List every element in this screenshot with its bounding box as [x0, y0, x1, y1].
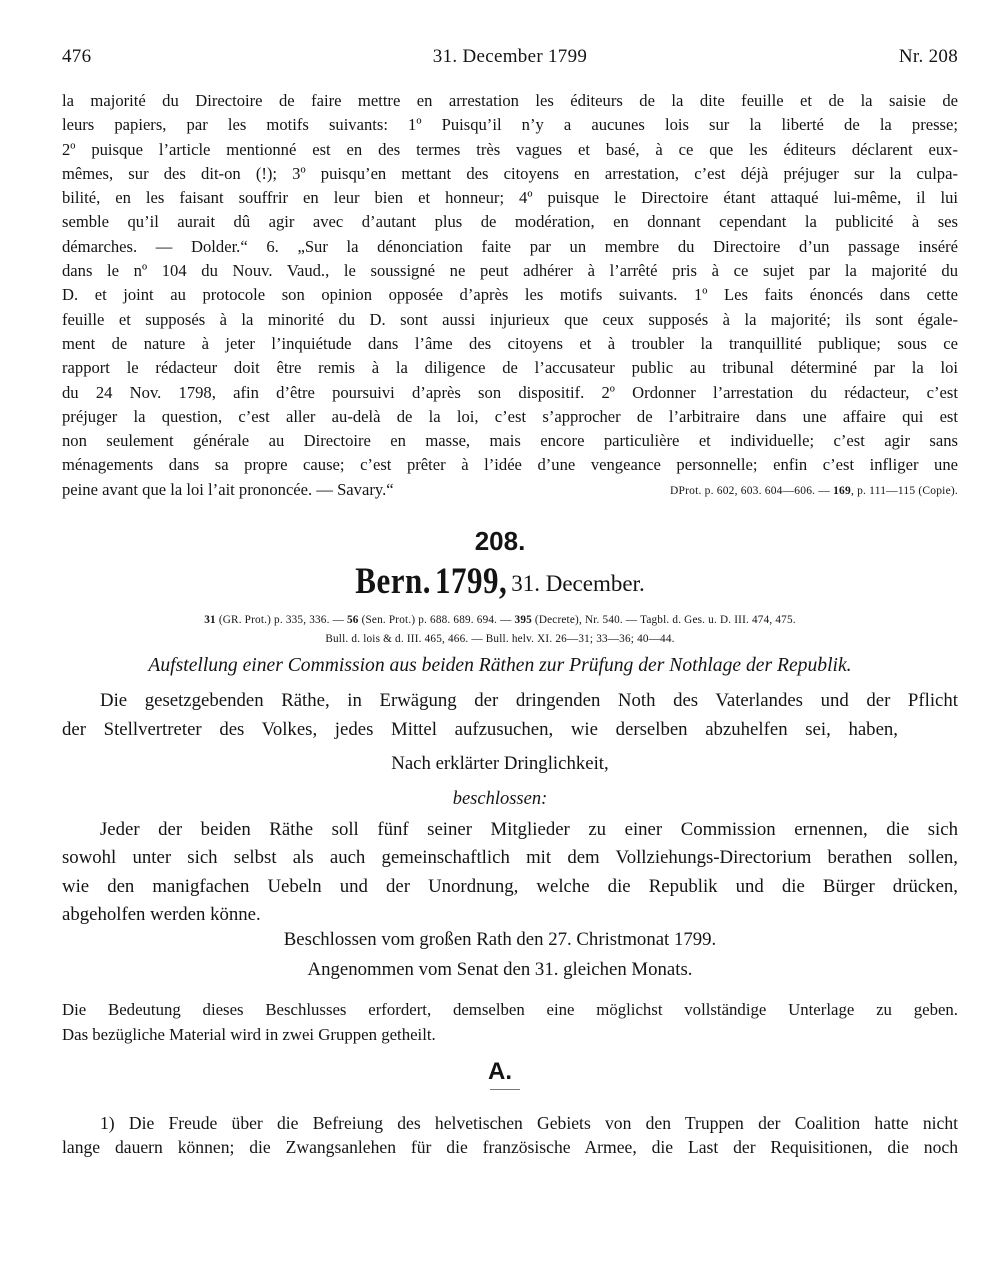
ref-text: (Decrete), Nr. 540. — Tagbl. d. Ges. u. D. III. 474, 475. [531, 614, 796, 626]
heading-place: Bern. [355, 559, 431, 602]
text-line: semble qu’il aurait dû agir avec d’autant plus de modération, en donnant cependant la publicité à ses [62, 212, 958, 232]
text-line: dans le nº 104 du Nouv. Vaud., le soussigné ne peut adhérer à l’arrêté pris à ce sujet par la majorité du [62, 261, 958, 281]
text-line: D. et joint au protocole son opinion opposée d’après les motifs suivants. 1º Les faits énoncés dans cette [62, 285, 958, 305]
continuation-paragraph [62, 89, 958, 502]
section-divider [490, 1089, 520, 1090]
text-line: Das bezügliche Material wird in zwei Gruppen getheilt. [62, 1024, 436, 1044]
text-line: non seulement générale au Directoire en masse, mais encore particulière et individuelle; c’est agir sans [62, 431, 958, 451]
source-ref-suffix: , p. 111—115 (Copie). [850, 484, 958, 497]
archive-references-line-1 [0, 614, 1000, 626]
urgency-declaration: Nach erklärter Dringlichkeit, [391, 753, 609, 774]
text-line: 1) Die Freude über die Befreiung des helvetischen Gebiets von den Truppen der Coalition hatte nicht [100, 1113, 958, 1133]
section-heading: A. [488, 1058, 512, 1085]
text-line: wie den manigfachen Uebeln und der Unordnung, welche die Republik und die Bürger drücken, [62, 875, 958, 897]
text-line: abgeholfen werden könne. [62, 904, 261, 926]
ref-bold: 395 [514, 614, 532, 626]
last-text-line [62, 478, 958, 502]
text-line: sowohl unter sich selbst als auch gemeinschaftlich mit dem Vollziehungs-Directorium berathen sollen, [62, 847, 958, 869]
text-line: Jeder der beiden Räthe soll fünf seiner Mitglieder zu einer Commission ernennen, die sich [100, 819, 958, 840]
text-line: leurs papiers, par les motifs suivants: 1º Puisqu’il n’y a aucunes lois sur la liberté de la presse; [62, 115, 958, 135]
great-council-resolution-date: Beschlossen vom großen Rath den 27. Christmonat 1799. [283, 929, 717, 950]
text-line: démarches. — Dolder.“ 6. „Sur la dénonciation faite par un membre du Directoire d’un passage inséré [62, 236, 958, 256]
document-number: 208. [474, 526, 526, 556]
heading-date: 31. December. [511, 571, 645, 596]
page-number: 476 [62, 46, 92, 67]
source-reference [670, 479, 958, 503]
heading-year: 1799, [434, 559, 508, 602]
text-line: 2º puisque l’article mentionné est en des termes très vagues et basé, à ce que les éditeurs déclarent eux- [62, 139, 958, 159]
ref-bold: 56 [346, 614, 359, 626]
ref-text: (GR. Prot.) p. 335, 336. — [215, 614, 347, 626]
text-line: Die Bedeutung dieses Beschlusses erfordert, demselben eine möglichst vollständige Unterlage zu geben. [62, 1000, 958, 1019]
text-line: bilité, en les faisant souffrir en leur bien et honneur; 4º puisque le Directoire étant attaqué lui-même, il lui [62, 188, 958, 208]
text-line: préjuger la question, c’est aller au-delà de la loi, c’est s’approcher de l’arbitraire dans une affaire qui est [62, 406, 958, 426]
archive-references-line-2: Bull. d. lois & d. III. 465, 466. — Bull. helv. XI. 26—31; 33—36; 40—44. [325, 633, 675, 645]
text-line: feuille et supposés à la minorité du D. sont aussi injurieux que ceux supposés à la majorité; ils sont égale- [62, 309, 958, 329]
running-head-date: 31. December 1799 [432, 46, 588, 67]
text-line: du 24 Nov. 1798, afin d’être poursuivi d’après son dispositif. 2º Ordonner l’arrestation du rédacteur, c’est [62, 382, 958, 402]
document-heading [0, 559, 1000, 602]
running-head-doc-number: Nr. 208 [898, 46, 958, 67]
source-ref-bold: 169 [833, 484, 851, 497]
resolution-paragraph [62, 816, 958, 930]
text-line: rapport le rédacteur doit être remis à la diligence de l’accusateur public au tribunal déterminé par la loi [62, 358, 958, 378]
ref-text: (Sen. Prot.) p. 688. 689. 694. — [358, 614, 515, 626]
intro-paragraph [62, 687, 958, 744]
ref-bold: 31 [204, 614, 216, 626]
section-paragraph-1 [62, 1111, 958, 1159]
resolved-label: beschlossen: [452, 789, 548, 809]
text-line: ménagements dans sa propre cause; c’est prêter à l’idée d’une vengeance personnelle; enfin c’est infliger une [62, 455, 958, 475]
text-line: Die gesetzgebenden Räthe, in Erwägung der dringenden Noth des Vaterlandes und der Pflicht [100, 690, 958, 711]
text-line: mêmes, sur des dit-on (!); 3º puisqu’en mettant des citoyens en arrestation, c’est déjà préjuger sur la culpa- [62, 163, 958, 183]
editorial-note [62, 998, 958, 1047]
running-head [62, 46, 958, 72]
text-line: der Stellvertreter des Volkes, jedes Mittel aufzusuchen, wie derselben abzuhelfen sei, haben, [62, 718, 898, 740]
text-line: lange dauern können; die Zwangsanlehen für die französische Armee, die Last der Requisitionen, die noch [62, 1137, 958, 1158]
text-line: peine avant que la loi l’ait prononcée. — Savary.“ [62, 479, 394, 499]
text-line: la majorité du Directoire de faire mettre en arrestation les éditeurs de la dite feuille et de la saisie de [62, 91, 958, 110]
source-ref-prefix: DProt. p. 602, 603. 604—606. — [670, 484, 834, 497]
senate-acceptance-date: Angenommen vom Senat den 31. gleichen Monats. [307, 959, 693, 980]
text-line: ment de nature à jeter l’inquiétude dans l’âme des citoyens et à troubler la tranquillité publique; sous ce [62, 333, 958, 353]
document-title: Aufstellung einer Commission aus beiden Räthen zur Prüfung der Nothlage der Republik. [148, 655, 852, 676]
